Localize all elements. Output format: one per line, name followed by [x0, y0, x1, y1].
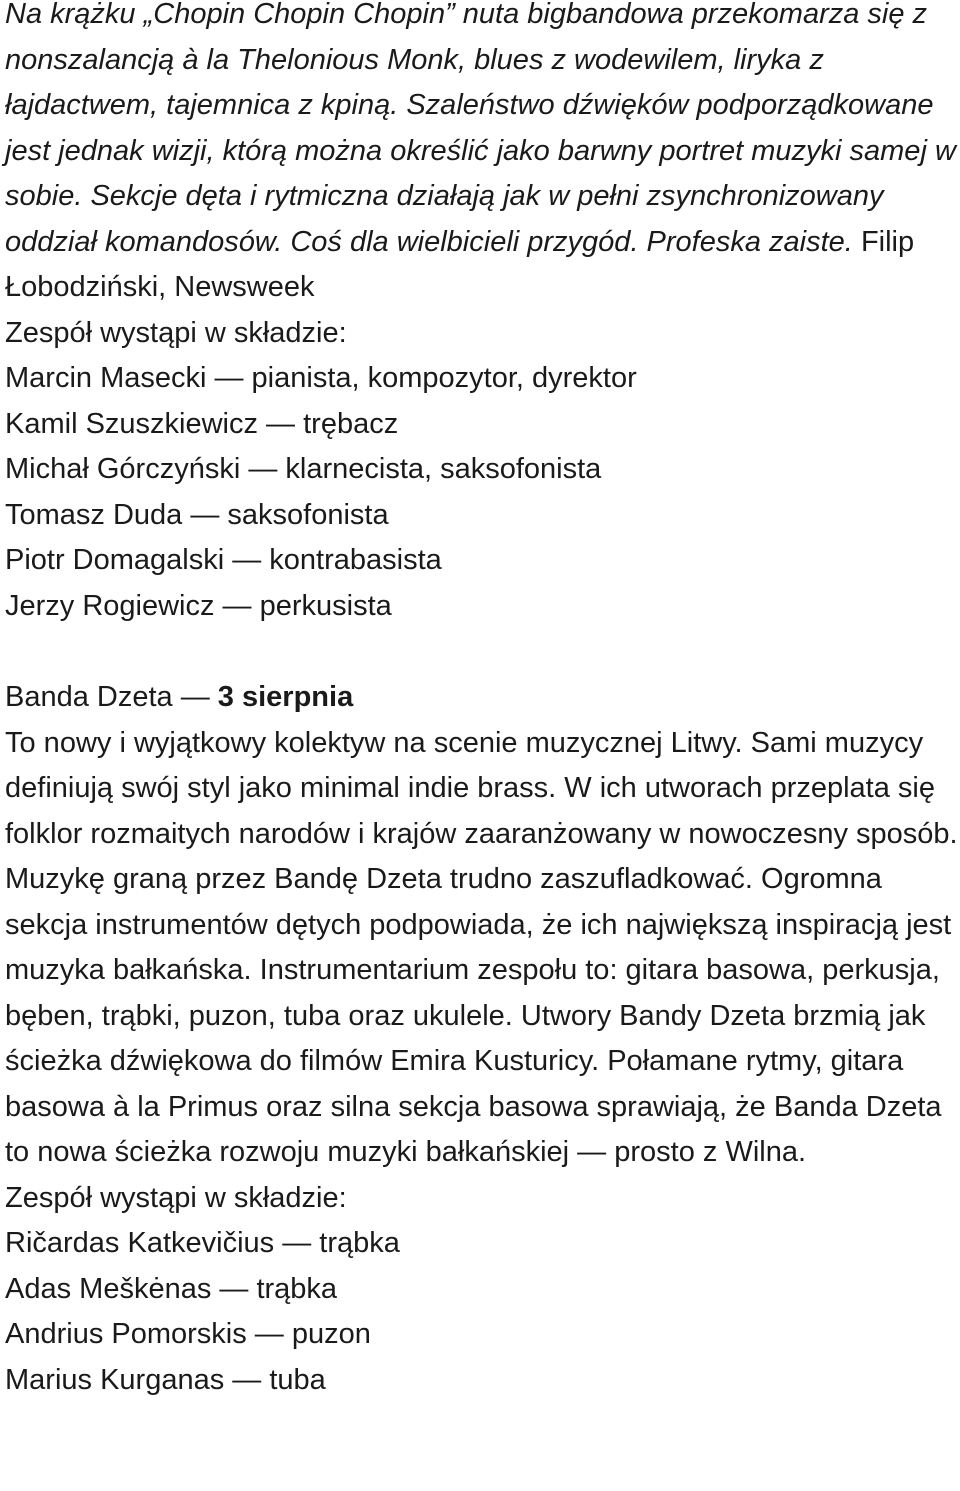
lineup-1-list — [5, 356, 960, 629]
review-quote: Na krążku „Chopin Chopin Chopin” nuta bigbandowa przekomarza się z nonszalancją à la Thelonious Monk, blues z wodewilem, liryka z łajdactwem, tajemnica z kpiną. Szaleństwo dźwięków podporządkowane jest jednak wizji, którą można określić jako barwny portret muzyki samej w sobie. Sekcje dęta i rytmiczna działają jak w pełni zsynchronizowany oddział komandosów. Coś dla wielbicieli przygód. Profeska zaiste. — [5, 0, 956, 258]
lineup-2-member: Marius Kurganas — tuba — [5, 1363, 326, 1396]
section-spacer — [5, 629, 960, 675]
lineup-1-heading: Zespół wystąpi w składzie: — [5, 316, 347, 349]
event-2-title — [5, 675, 960, 721]
lineup-1-member: Piotr Domagalski — kontrabasista — [5, 544, 442, 576]
document-page — [5, 0, 960, 1396]
lineup-1-member: Michał Górczyński — klarnecista, saksofonista — [5, 453, 602, 485]
event-2-description: To nowy i wyjątkowy kolektyw na scenie muzycznej Litwy. Sami muzycy definiują swój styl jako minimal indie brass. W ich utworach przeplata się folklor rozmaitych narodów i krajów zaaranżowany w nowoczesny sposób. Muzykę graną przez Bandę Dzeta trudno zaszufladkować. Ogromna sekcja instrumentów dętych podpowiada, że ich największą inspiracją jest muzyka bałkańska. Instrumentarium zespołu to: gitara basowa, perkusja, bęben, trąbki, puzon, tuba oraz ukulele. Utwory Bandy Dzeta brzmią jak ścieżka dźwiękowa do filmów Emira Kusturicy. Połamane rytmy, gitara basowa à la Primus oraz silna sekcja basowa sprawiają, że Banda Dzeta to nowa ścieżka rozwoju muzyki bałkańskiej — prosto z Wilna. — [5, 726, 958, 1168]
lineup-1-member: Marcin Masecki — pianista, kompozytor, dyrektor — [5, 362, 637, 394]
lineup-1-member: Jerzy Rogiewicz — perkusista — [5, 589, 392, 622]
lineup-1-member: Tomasz Duda — saksofonista — [5, 498, 389, 531]
event-2-date: 3 sierpnia — [217, 681, 354, 713]
lineup-1-member: Kamil Szuszkiewicz — trębacz — [5, 407, 399, 440]
review-paragraph — [5, 0, 960, 311]
lineup-2-member: Adas Meškėnas — trąbka — [5, 1272, 338, 1305]
review-attribution: Filip Łobodziński, Newsweek — [5, 225, 915, 303]
event-2-band: Banda Dzeta — — [5, 681, 218, 713]
lineup-2-heading: Zespół wystąpi w składzie: — [5, 1181, 347, 1214]
lineup-2-member: Andrius Pomorskis — puzon — [5, 1318, 371, 1350]
lineup-2-member: Ričardas Katkevičius — trąbka — [5, 1227, 400, 1259]
lineup-2-list — [5, 1221, 960, 1396]
